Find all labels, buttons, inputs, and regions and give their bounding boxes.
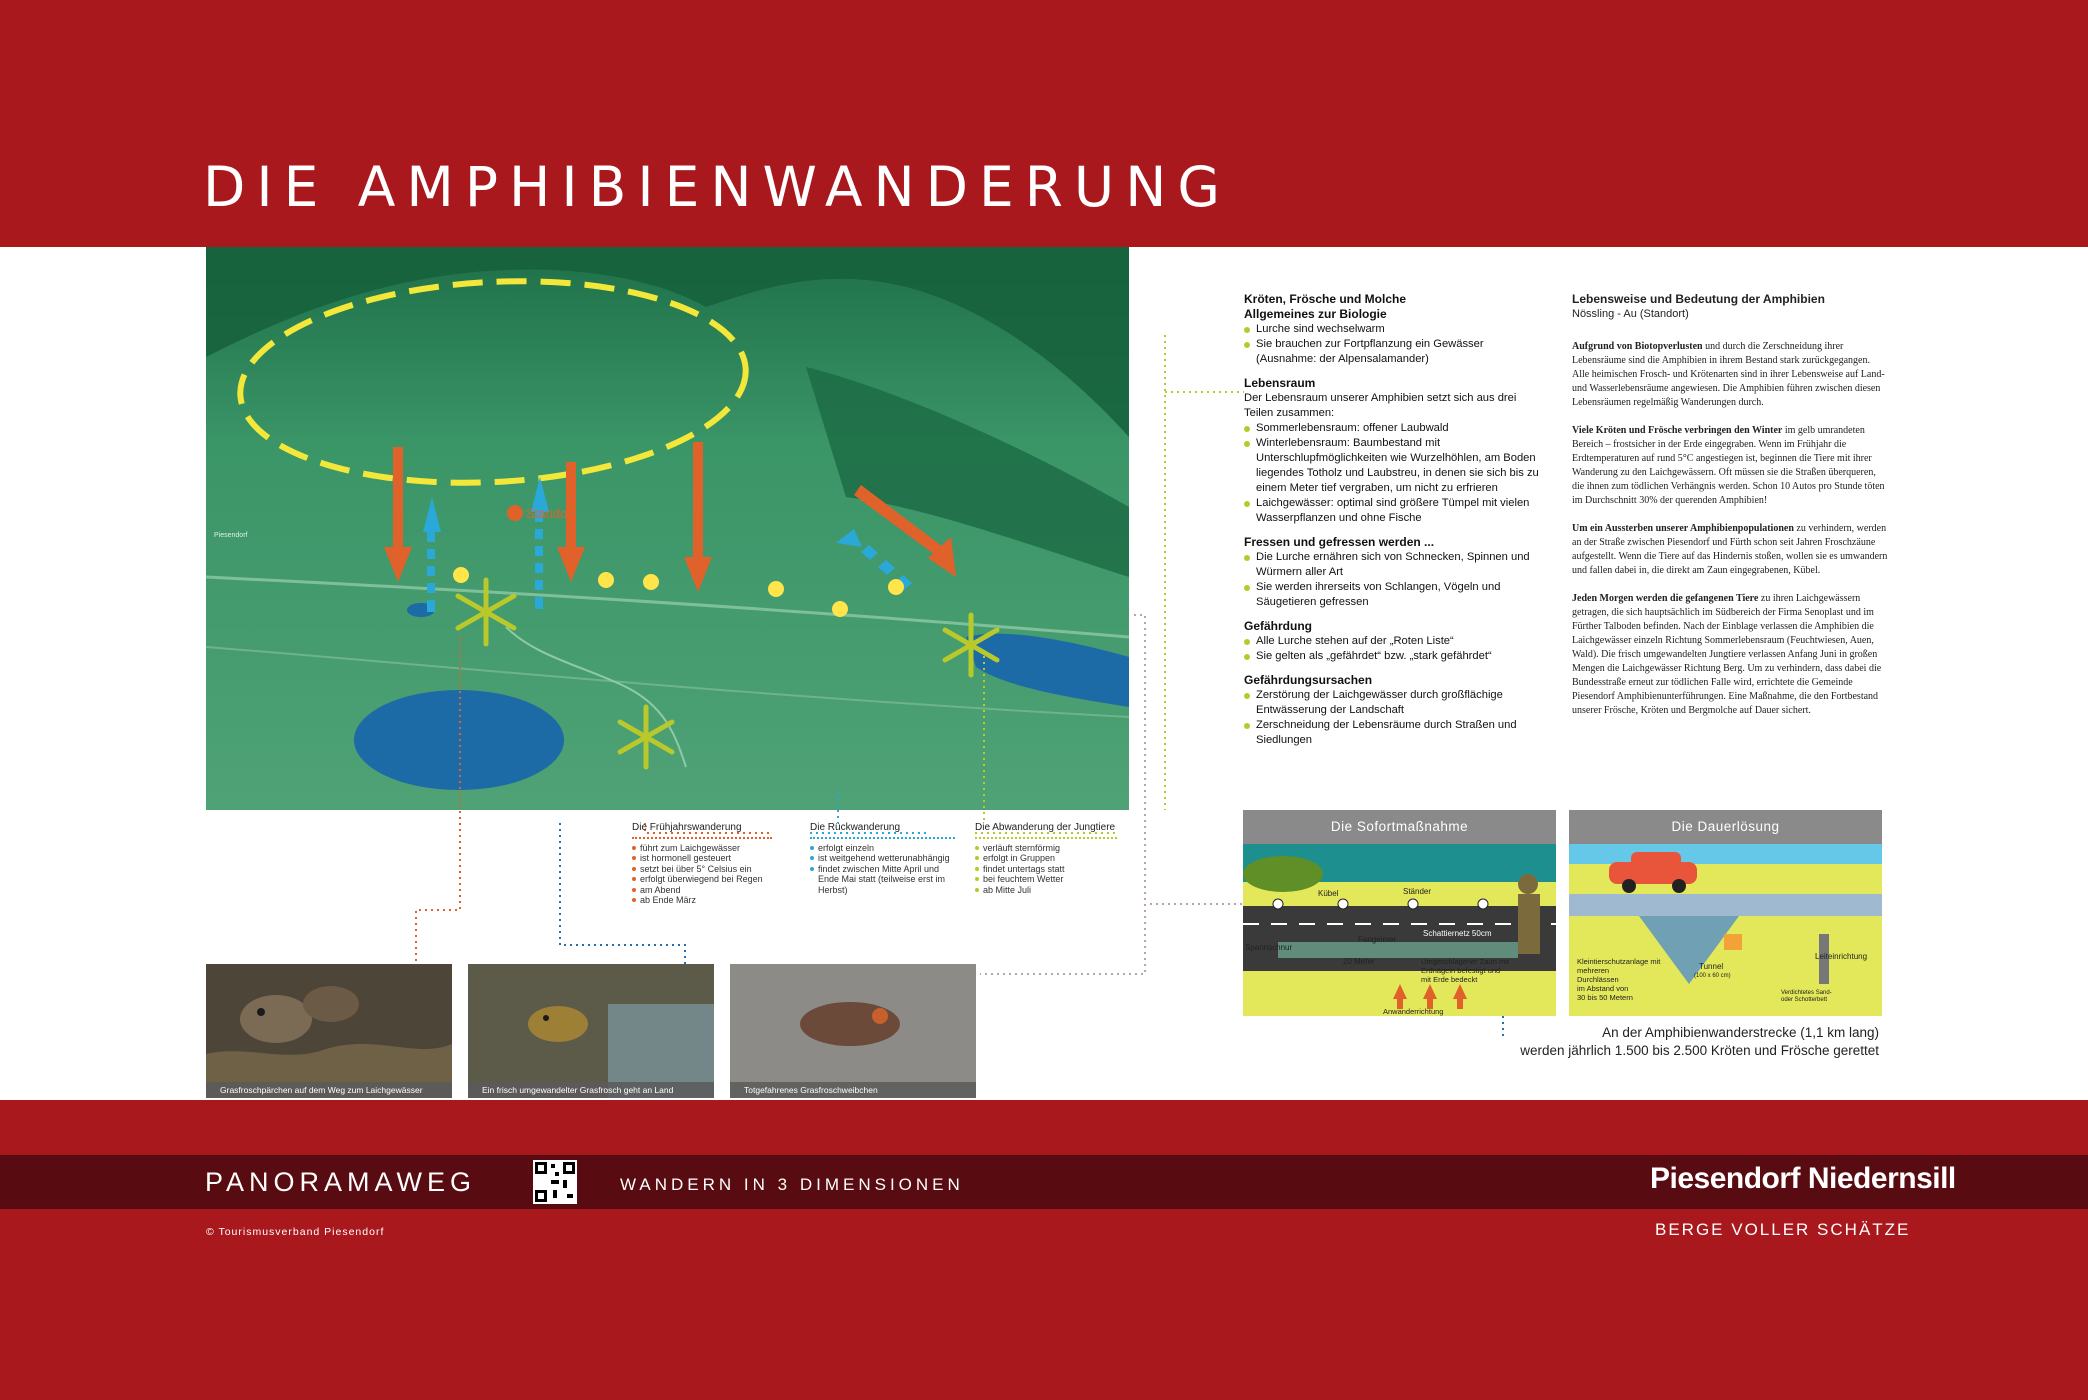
list-item: Zerschneidung der Lebensräume durch Straßen und Siedlungen <box>1244 718 1544 748</box>
importance-title: Lebensweise und Bedeutung der Amphibien <box>1572 292 1825 306</box>
importance-paragraph: Aufgrund von Biotopverlusten und durch die Zerschneidung ihrer Lebensräume sind die Amphibien in ihrem Bestand stark zurückgegangen. Alle heimischen Frosch- und Krötenarten sind in ihrer Lebensweise auf Land- und Wasserlebensräume angewiesen. Die Amphibien führen zwischen diesen Lebensräumen regelmäßig Wanderungen durch. <box>1572 341 1885 408</box>
legend-item: verläuft sternförmig <box>975 843 1117 854</box>
label-tunnel-size: (100 x 60 cm) <box>1694 973 1731 979</box>
legend-item: erfolgt in Gruppen <box>975 853 1117 864</box>
label-kubel: Kübel <box>1318 889 1339 898</box>
note-line: An der Amphibienwanderstrecke (1,1 km lang) <box>1602 1025 1879 1040</box>
footer-panoramaweg: PANORAMAWEG <box>205 1167 477 1197</box>
legend-item: setzt bei über 5° Celsius ein <box>632 864 772 875</box>
photo-caption: Grasfroschpärchen auf dem Weg zum Laichgewässer <box>206 1082 452 1098</box>
legend-item: bei feuchtem Wetter <box>975 874 1117 885</box>
footer-tagline: WANDERN IN 3 DIMENSIONEN <box>620 1175 964 1194</box>
legend-item: ist hormonell gesteuert <box>632 853 772 864</box>
label-sand: Verdichtetes Sand- oder Schotterbett <box>1781 990 1832 1003</box>
label-spannschnur: Spannschnur <box>1245 943 1293 952</box>
legend-item: ab Mitte Juli <box>975 885 1117 896</box>
biology-subtitle: Allgemeines zur Biologie <box>1244 307 1387 321</box>
copyright: © Tourismusverband Piesendorf <box>206 1226 385 1238</box>
label-tunnel: Tunnel <box>1699 962 1724 971</box>
importance-paragraph: Jeden Morgen werden die gefangenen Tiere zu ihren Laichgewässern getragen, die sich hauptsächlich im Südbereich der Firma Senoplast und im Fürther Talboden befinden. Nach der Einblage verlassen die Amphibien die Laichgewässer einzeln Richtung Sommerlebensraum (Feuchtwiesen, Auen, Wald). Die frisch umgewandelten Jungtiere verlassen Anfang Juni in großen Mengen die Laichgewässer Richtung Berg. Um zu verhindern, dass dabei die Bundesstraße erneut zur tödlichen Falle wird, errichtete die Gemeinde Piesendorf Amphibienunterführungen. Eine Maßnahme, die den Fortbestand unserer Frösche, Kröten und Bergmolche auf Dauer sichert. <box>1572 593 1882 716</box>
legend-item: erfolgt überwiegend bei Regen <box>632 874 772 885</box>
label-schattiernetz: Schattiernetz 50cm <box>1423 929 1492 938</box>
label-meter: 20 Meter <box>1343 957 1375 966</box>
list-item: Alle Lurche stehen auf der „Roten Liste“ <box>1244 634 1544 649</box>
diagram-immediate <box>1243 810 1556 1016</box>
photo-caption: Totgefahrenes Grasfroschweibchen <box>730 1082 976 1098</box>
legend-item: ist weitgehend wetterunabhängig <box>810 853 955 864</box>
diagram-title: Die Dauerlösung <box>1569 810 1882 844</box>
legend-title: Die Abwanderung der Jungtiere <box>975 823 1117 839</box>
habitat-intro: Der Lebensraum unserer Amphibien setzt sich aus drei Teilen zusammen: <box>1244 392 1517 419</box>
list-item: Zerstörung der Laichgewässer durch großflächige Entwässerung der Landschaft <box>1244 688 1544 718</box>
importance-paragraph: Viele Kröten und Frösche verbringen den Winter im gelb umrandeten Bereich – frostsicher in der Erde eingegraben. Wenn im Frühjahr die Erdtemperaturen auf rund 5°C angestiegen ist, beginnen die Tiere mit ihrer Wanderung zu den Laichgewässern. Oft müssen sie die Straßen überqueren, die ihnen zum tödlichen Verhängnis werden. Schon 10 Autos pro Stunde töten im Durchschnitt 30% der querenden Amphibien! <box>1572 425 1885 506</box>
food-title: Fressen und gefressen werden ... <box>1244 535 1435 549</box>
label-zaun: Umgeschlagener Zaun mit Erdnägeln befestigt und mit Erde bedeckt <box>1421 957 1509 984</box>
legend-title: Die Frühjahrswanderung <box>632 823 772 839</box>
list-item: Sie gelten als „gefährdet“ bzw. „stark gefährdet“ <box>1244 649 1544 664</box>
photo-dead-frog <box>730 964 976 1098</box>
photo-young-frog <box>468 964 714 1098</box>
legend-item: findet untertags statt <box>975 864 1117 875</box>
label-staender: Ständer <box>1403 887 1432 896</box>
photo-frog-pair <box>206 964 452 1098</box>
habitat-title: Lebensraum <box>1244 376 1316 390</box>
legend-spring <box>632 823 772 906</box>
legend-item: erfolgt einzeln <box>810 843 955 854</box>
list-item: Laichgewässer: optimal sind größere Tümpel mit vielen Wasserpflanzen und ohne Fische <box>1244 496 1544 526</box>
causes-title: Gefährdungsursachen <box>1244 673 1373 687</box>
qr-code-icon[interactable] <box>533 1160 577 1204</box>
brand-logo: Piesendorf Niedernsill <box>1650 1162 1956 1195</box>
legend-item: ab Ende März <box>632 895 772 906</box>
standort-label: Standort <box>526 506 576 521</box>
village-label: Piesendorf <box>214 532 248 539</box>
legend-item: am Abend <box>632 885 772 896</box>
list-item: Winterlebensraum: Baumbestand mit Unterschlupfmöglichkeiten wie Wurzelhöhlen, am Boden liegendes Totholz und Laubstreu, in denen sie sich bis zu einem Meter tief vergraben, um nicht zu erfrieren <box>1244 436 1544 496</box>
legend-title: Die Rückwanderung <box>810 823 955 839</box>
legend-item: führt zum Laichgewässer <box>632 843 772 854</box>
diagram-title: Die Sofortmaßnahme <box>1243 810 1556 844</box>
rescue-note <box>1495 1024 1879 1060</box>
legend-return <box>810 823 955 895</box>
list-item: Sommerlebensraum: offener Laubwald <box>1244 421 1544 436</box>
legend-item: findet zwischen Mitte April und Ende Mai statt (teilweise erst im Herbst) <box>810 864 955 896</box>
photo-caption: Ein frisch umgewandelter Grasfrosch geht an Land <box>468 1082 714 1098</box>
page-title: DIE AMPHIBIENWANDERUNG <box>203 155 1231 219</box>
label-kleintier: Kleintierschutzanlage mit mehreren Durchlässen im Abstand von 30 bis 50 Metern <box>1577 957 1661 1002</box>
label-fangeimer: Fangeimer <box>1358 935 1397 944</box>
importance-subtitle: Nössling - Au (Standort) <box>1572 308 1689 320</box>
list-item: Lurche sind wechselwarm <box>1244 322 1544 337</box>
biology-title: Kröten, Frösche und Molche <box>1244 292 1407 306</box>
label-leit: Leiteinrichtung <box>1815 952 1868 961</box>
list-item: Sie werden ihrerseits von Schlangen, Vögeln und Säugetieren gefressen <box>1244 580 1544 610</box>
note-line: werden jährlich 1.500 bis 2.500 Kröten und Frösche gerettet <box>1520 1043 1879 1058</box>
diagram-permanent <box>1569 810 1882 1016</box>
legend-young <box>975 823 1117 895</box>
brand-tagline: BERGE VOLLER SCHÄTZE <box>1655 1220 1911 1239</box>
danger-title: Gefährdung <box>1244 619 1312 633</box>
label-richtung: Anwanderrichtung <box>1383 1007 1444 1016</box>
list-item: Sie brauchen zur Fortpflanzung ein Gewässer (Ausnahme: der Alpensalamander) <box>1244 337 1544 367</box>
importance-paragraph: Um ein Aussterben unserer Amphibienpopulationen zu verhindern, werden an der Straße zwischen Piesendorf und Fürth schon seit Jahren Froschzäune aufgestellt. Wenn die Tiere auf das Hindernis stoßen, wollen sie es umwandern und fallen dabei in, die direkt am Zaun eingegrabenen, Kübel. <box>1572 523 1888 576</box>
list-item: Die Lurche ernähren sich von Schnecken, Spinnen und Würmern aller Art <box>1244 550 1544 580</box>
